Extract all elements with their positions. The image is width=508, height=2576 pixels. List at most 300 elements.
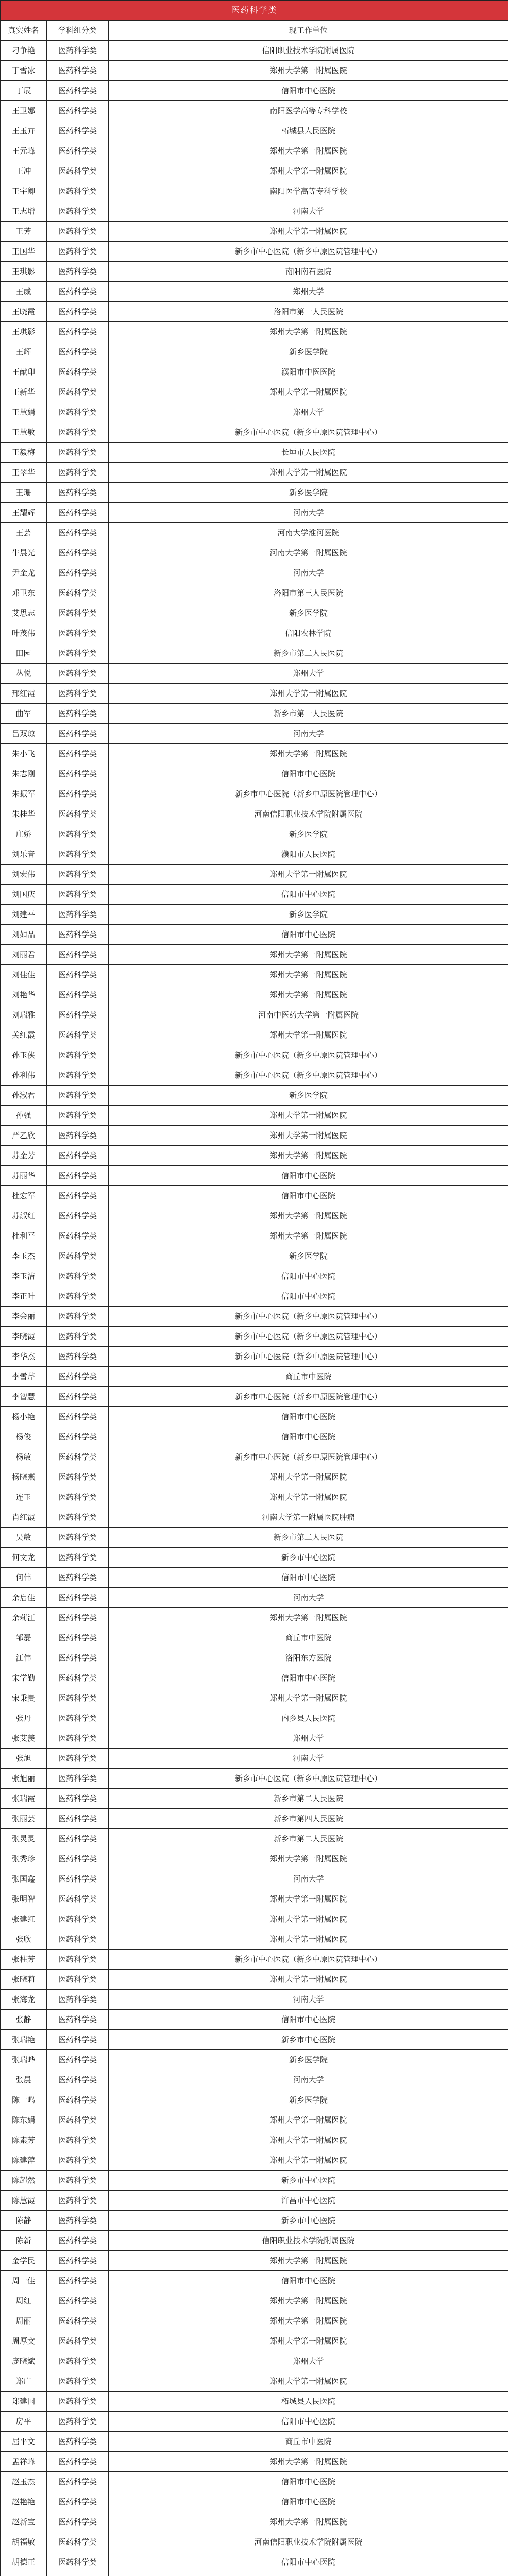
person-name: 肖红霞	[1, 1507, 47, 1528]
person-name: 杨晓燕	[1, 1467, 47, 1487]
person-name: 江伟	[1, 1648, 47, 1668]
subject-category: 医药科学类	[47, 1769, 109, 1789]
subject-category: 医药科学类	[47, 1427, 109, 1447]
person-name: 苏丽华	[1, 1166, 47, 1186]
workplace: 新乡医学院	[109, 824, 508, 844]
subject-category: 医药科学类	[47, 1166, 109, 1186]
person-name: 丁辰	[1, 81, 47, 101]
workplace: 郑州大学第一附属医院	[109, 945, 508, 965]
person-name: 李玉洁	[1, 1266, 47, 1286]
subject-category: 医药科学类	[47, 1990, 109, 2010]
table-row	[1, 1447, 508, 1467]
person-name: 曲军	[1, 704, 47, 724]
person-name: 邢红霞	[1, 684, 47, 704]
subject-category: 医药科学类	[47, 1950, 109, 1970]
workplace: 商丘市中医院	[109, 1628, 508, 1648]
person-name: 苏淑红	[1, 1206, 47, 1226]
workplace: 郑州大学第一附属医院	[109, 1849, 508, 1869]
workplace: 新乡市中心医院	[109, 2211, 508, 2231]
table-row	[1, 764, 508, 784]
title-row	[1, 1, 508, 21]
workplace: 信阳市中心医院	[109, 2552, 508, 2572]
subject-category: 医药科学类	[47, 1588, 109, 1608]
subject-category: 医药科学类	[47, 2050, 109, 2070]
workplace: 郑州大学第一附属医院	[109, 965, 508, 985]
person-name: 张艾羡	[1, 1728, 47, 1749]
person-name: 王志增	[1, 201, 47, 222]
person-name: 杨小艳	[1, 1407, 47, 1427]
table-row	[1, 362, 508, 382]
table-row	[1, 1387, 508, 1407]
person-name: 张秀珍	[1, 1849, 47, 1869]
table-row	[1, 965, 508, 985]
subject-category: 医药科学类	[47, 623, 109, 643]
workplace: 郑州大学第一附属医院	[109, 2311, 508, 2331]
workplace: 郑州大学第一附属医院	[109, 1146, 508, 1166]
subject-category: 医药科学类	[47, 1327, 109, 1347]
workplace: 郑州大学第一附属医院	[109, 2251, 508, 2271]
workplace: 郑州大学第一附属医院	[109, 1929, 508, 1950]
person-name: 郑建国	[1, 2392, 47, 2412]
subject-category: 医药科学类	[47, 2412, 109, 2432]
person-name: 王琪影	[1, 262, 47, 282]
subject-category: 医药科学类	[47, 965, 109, 985]
table-row	[1, 1889, 508, 1909]
subject-category: 医药科学类	[47, 1849, 109, 1869]
workplace: 河南信阳职业技术学院附属医院	[109, 804, 508, 824]
table-row	[1, 2351, 508, 2371]
subject-category: 医药科学类	[47, 1186, 109, 1206]
workplace: 郑州大学第一附属医院	[109, 463, 508, 483]
person-name: 刘宏伟	[1, 865, 47, 885]
person-name: 李晓霞	[1, 1327, 47, 1347]
table-row	[1, 2432, 508, 2452]
workplace: 郑州大学第一附属医院	[109, 2150, 508, 2171]
workplace: 新乡市第二人民医院	[109, 1528, 508, 1548]
subject-category: 医药科学类	[47, 2231, 109, 2251]
workplace: 河南大学	[109, 1749, 508, 1769]
person-name: 李玉杰	[1, 1246, 47, 1266]
person-name: 刘乐音	[1, 844, 47, 865]
subject-category: 医药科学类	[47, 2512, 109, 2532]
person-name: 周厚文	[1, 2331, 47, 2351]
table-row	[1, 1608, 508, 1628]
table-row	[1, 664, 508, 684]
workplace: 南阳医学高等专科学校	[109, 181, 508, 201]
subject-category: 医药科学类	[47, 1869, 109, 1889]
table-row	[1, 61, 508, 81]
table-row	[1, 2231, 508, 2251]
person-name: 陈建萍	[1, 2150, 47, 2171]
subject-category: 医药科学类	[47, 1206, 109, 1226]
table-row	[1, 242, 508, 262]
person-name: 邹磊	[1, 1628, 47, 1648]
person-name: 王卫娜	[1, 101, 47, 121]
table-row	[1, 2512, 508, 2532]
subject-category: 医药科学类	[47, 2090, 109, 2110]
table-row	[1, 925, 508, 945]
person-name: 孙玉侠	[1, 1045, 47, 1065]
workplace: 南阳南石医院	[109, 262, 508, 282]
person-name: 朱小飞	[1, 744, 47, 764]
table-row	[1, 1789, 508, 1809]
subject-category: 医药科学类	[47, 463, 109, 483]
workplace: 郑州大学第一附属医院	[109, 1889, 508, 1909]
workplace: 新乡医学院	[109, 1246, 508, 1266]
table-row	[1, 302, 508, 322]
workplace: 新乡市中心医院（新乡中原医院管理中心）	[109, 1950, 508, 1970]
table-row	[1, 1186, 508, 1206]
subject-category: 医药科学类	[47, 1789, 109, 1809]
workplace: 河南中医药大学第一附属医院	[109, 1005, 508, 1025]
table-row	[1, 1146, 508, 1166]
person-name: 何伟	[1, 1568, 47, 1588]
table-row	[1, 1869, 508, 1889]
table-row	[1, 1065, 508, 1086]
subject-category: 医药科学类	[47, 1025, 109, 1045]
table-row	[1, 1688, 508, 1708]
table-row	[1, 2211, 508, 2231]
person-name	[1, 2572, 47, 2576]
person-name: 张旭丽	[1, 1769, 47, 1789]
table-row	[1, 2030, 508, 2050]
workplace: 长垣市人民医院	[109, 443, 508, 463]
subject-category: 医药科学类	[47, 865, 109, 885]
table-row	[1, 1950, 508, 1970]
subject-category: 医药科学类	[47, 1126, 109, 1146]
person-name: 孙淑君	[1, 1086, 47, 1106]
subject-category: 医药科学类	[47, 61, 109, 81]
workplace: 郑州大学第一附属医院	[109, 684, 508, 704]
subject-category: 医药科学类	[47, 1447, 109, 1467]
person-name: 关红霞	[1, 1025, 47, 1045]
table-row	[1, 1487, 508, 1507]
person-name: 孙利伟	[1, 1065, 47, 1086]
table-row	[1, 744, 508, 764]
person-name: 苏金芳	[1, 1146, 47, 1166]
person-name: 张旭	[1, 1749, 47, 1769]
person-name: 王珊	[1, 483, 47, 503]
person-name: 张欣	[1, 1929, 47, 1950]
subject-category: 医药科学类	[47, 583, 109, 603]
person-name: 陈新	[1, 2231, 47, 2251]
subject-category: 医药科学类	[47, 2150, 109, 2171]
subject-category: 医药科学类	[47, 2472, 109, 2492]
person-name: 王献印	[1, 362, 47, 382]
table-row	[1, 2171, 508, 2191]
person-name: 赵艳艳	[1, 2492, 47, 2512]
table-row	[1, 1829, 508, 1849]
table-row	[1, 81, 508, 101]
person-name: 叶茂伟	[1, 623, 47, 643]
person-name: 王晓霞	[1, 302, 47, 322]
subject-category: 医药科学类	[47, 1467, 109, 1487]
table-row	[1, 1307, 508, 1327]
person-name: 周红	[1, 2291, 47, 2311]
person-name: 郑广	[1, 2371, 47, 2392]
workplace: 信阳市中心医院	[109, 2010, 508, 2030]
table-row	[1, 1367, 508, 1387]
subject-category: 医药科学类	[47, 1507, 109, 1528]
person-name: 王芳	[1, 222, 47, 242]
workplace: 郑州大学	[109, 664, 508, 684]
table-row	[1, 2392, 508, 2412]
table-row	[1, 201, 508, 222]
person-name: 金学民	[1, 2251, 47, 2271]
person-name: 尹金龙	[1, 563, 47, 583]
workplace: 郑州大学第一附属医院	[109, 1106, 508, 1126]
header-row	[1, 21, 508, 41]
subject-category: 医药科学类	[47, 1528, 109, 1548]
subject-category: 医药科学类	[47, 1266, 109, 1286]
subject-category: 医药科学类	[47, 1708, 109, 1728]
subject-category: 医药科学类	[47, 1045, 109, 1065]
person-name: 陈超然	[1, 2171, 47, 2191]
person-name: 朱振军	[1, 784, 47, 804]
table-row	[1, 1327, 508, 1347]
workplace: 郑州大学第一附属医院	[109, 1226, 508, 1246]
table-row	[1, 2552, 508, 2572]
subject-category: 医药科学类	[47, 242, 109, 262]
workplace: 郑州大学	[109, 282, 508, 302]
workplace: 新乡医学院	[109, 603, 508, 623]
roster-body	[1, 41, 508, 2576]
person-name: 陈一鸣	[1, 2090, 47, 2110]
table-row	[1, 1648, 508, 1668]
subject-category: 医药科学类	[47, 1829, 109, 1849]
person-name: 张丽芸	[1, 1809, 47, 1829]
table-row	[1, 41, 508, 61]
table-row	[1, 1990, 508, 2010]
table-row	[1, 985, 508, 1005]
table-row	[1, 724, 508, 744]
person-name: 刘艳华	[1, 985, 47, 1005]
workplace: 信阳市中心医院	[109, 1286, 508, 1307]
person-name: 周一佳	[1, 2271, 47, 2291]
table-row	[1, 2311, 508, 2331]
person-name: 李雪芹	[1, 1367, 47, 1387]
table-row	[1, 643, 508, 664]
subject-category: 医药科学类	[47, 1286, 109, 1307]
table-row	[1, 2070, 508, 2090]
person-name: 李华杰	[1, 1347, 47, 1367]
subject-category: 医药科学类	[47, 1648, 109, 1668]
workplace: 郑州大学第一附属医院	[109, 2452, 508, 2472]
person-name: 张丹	[1, 1708, 47, 1728]
subject-category: 医药科学类	[47, 2552, 109, 2572]
subject-category: 医药科学类	[47, 1086, 109, 1106]
table-row	[1, 342, 508, 362]
workplace: 濮阳市人民医院	[109, 844, 508, 865]
workplace: 新乡市中心医院（新乡中原医院管理中心）	[109, 1327, 508, 1347]
table-row	[1, 1749, 508, 1769]
person-name: 王琪影	[1, 322, 47, 342]
workplace: 郑州大学第一附属医院	[109, 744, 508, 764]
workplace: 柘城县人民医院	[109, 2392, 508, 2412]
person-name: 胡德正	[1, 2552, 47, 2572]
table-row	[1, 1467, 508, 1487]
subject-category: 医药科学类	[47, 101, 109, 121]
workplace: 河南信阳职业技术学院附属医院	[109, 2532, 508, 2552]
person-name: 孟祥峰	[1, 2452, 47, 2472]
workplace: 郑州大学第一附属医院	[109, 1126, 508, 1146]
table-row	[1, 2271, 508, 2291]
workplace: 新乡市中心医院（新乡中原医院管理中心）	[109, 1307, 508, 1327]
person-name: 连玉	[1, 1487, 47, 1507]
workplace: 新乡市第二人民医院	[109, 1829, 508, 1849]
workplace: 郑州大学第一附属医院	[109, 2331, 508, 2351]
subject-category: 医药科学类	[47, 2251, 109, 2271]
person-name: 宋学勤	[1, 1668, 47, 1688]
subject-category: 医药科学类	[47, 704, 109, 724]
workplace: 内乡县人民医院	[109, 1708, 508, 1728]
workplace: 信阳市中心医院	[109, 1668, 508, 1688]
workplace: 信阳市中心医院	[109, 1266, 508, 1286]
table-row	[1, 905, 508, 925]
workplace: 郑州大学第一附属医院	[109, 61, 508, 81]
table-row	[1, 1668, 508, 1688]
subject-category: 医药科学类	[47, 1005, 109, 1025]
subject-category: 医药科学类	[47, 2452, 109, 2472]
subject-category: 医药科学类	[47, 322, 109, 342]
subject-category: 医药科学类	[47, 2171, 109, 2191]
person-name: 王冲	[1, 161, 47, 181]
workplace: 信阳市中心医院	[109, 764, 508, 784]
workplace: 信阳市中心医院	[109, 2271, 508, 2291]
subject-category: 医药科学类	[47, 2371, 109, 2392]
workplace: 信阳市中心医院	[109, 81, 508, 101]
subject-category: 医药科学类	[47, 503, 109, 523]
subject-category: 医药科学类	[47, 1628, 109, 1648]
subject-category: 医药科学类	[47, 925, 109, 945]
person-name: 朱桂华	[1, 804, 47, 824]
workplace: 郑州大学第一附属医院	[109, 1909, 508, 1929]
subject-category: 医药科学类	[47, 121, 109, 141]
workplace: 信阳市中心医院	[109, 1568, 508, 1588]
person-name: 张晨	[1, 2070, 47, 2090]
table-row	[1, 2110, 508, 2130]
table-row	[1, 583, 508, 603]
subject-category: 医药科学类	[47, 945, 109, 965]
subject-category: 医药科学类	[47, 302, 109, 322]
person-name: 张瑞晔	[1, 2050, 47, 2070]
person-name: 王耀辉	[1, 503, 47, 523]
workplace: 新乡医学院	[109, 342, 508, 362]
subject-category: 医药科学类	[47, 1909, 109, 1929]
subject-category: 医药科学类	[47, 684, 109, 704]
workplace: 新乡市第二人民医院	[109, 1789, 508, 1809]
table-row	[1, 2191, 508, 2211]
subject-category: 医药科学类	[47, 402, 109, 422]
table-row	[1, 1347, 508, 1367]
workplace: 新乡医学院	[109, 1086, 508, 1106]
workplace: 新乡医学院	[109, 2090, 508, 2110]
workplace: 商丘市中医院	[109, 2432, 508, 2452]
workplace: 郑州大学第一附属医院	[109, 322, 508, 342]
subject-category: 医药科学类	[47, 1146, 109, 1166]
table-row	[1, 503, 508, 523]
workplace: 郑州大学第一附属医院	[109, 865, 508, 885]
person-name: 杜利平	[1, 1226, 47, 1246]
person-name: 屈平文	[1, 2432, 47, 2452]
table-row	[1, 2291, 508, 2311]
workplace: 郑州大学	[109, 402, 508, 422]
subject-category: 医药科学类	[47, 2211, 109, 2231]
table-row	[1, 2010, 508, 2030]
workplace: 洛阳东方医院	[109, 1648, 508, 1668]
person-name: 王玉卉	[1, 121, 47, 141]
workplace: 郑州大学第一附属医院	[109, 1688, 508, 1708]
workplace: 信阳市中心医院	[109, 2492, 508, 2512]
table-row	[1, 603, 508, 623]
workplace: 新乡市中心医院	[109, 1548, 508, 1568]
workplace: 新乡医学院	[109, 905, 508, 925]
table-row	[1, 543, 508, 563]
subject-category: 医药科学类	[47, 563, 109, 583]
subject-category: 医药科学类	[47, 523, 109, 543]
table-row	[1, 1528, 508, 1548]
table-row	[1, 1628, 508, 1648]
subject-category: 医药科学类	[47, 1065, 109, 1086]
person-name: 艾思志	[1, 603, 47, 623]
subject-category: 医药科学类	[47, 1347, 109, 1367]
subject-category: 医药科学类	[47, 222, 109, 242]
person-name: 周丽	[1, 2311, 47, 2331]
person-name: 张明智	[1, 1889, 47, 1909]
subject-category: 医药科学类	[47, 2351, 109, 2371]
workplace: 新乡市第二人民医院	[109, 643, 508, 664]
workplace: 河南大学	[109, 1869, 508, 1889]
header-workplace: 现工作单位	[109, 21, 508, 41]
subject-category: 医药科学类	[47, 1568, 109, 1588]
person-name: 杨俊	[1, 1427, 47, 1447]
workplace: 郑州大学第一附属医院	[109, 2130, 508, 2150]
workplace: 濮阳市中医医院	[109, 362, 508, 382]
subject-category: 医药科学类	[47, 1548, 109, 1568]
table-row	[1, 181, 508, 201]
subject-category: 医药科学类	[47, 1929, 109, 1950]
person-name: 丛悦	[1, 664, 47, 684]
table-row	[1, 824, 508, 844]
table-row	[1, 121, 508, 141]
workplace: 南阳医学高等专科学校	[109, 101, 508, 121]
subject-category: 医药科学类	[47, 262, 109, 282]
table-row	[1, 1166, 508, 1186]
table-row	[1, 523, 508, 543]
person-name: 田园	[1, 643, 47, 664]
workplace: 郑州大学第一附属医院	[109, 1467, 508, 1487]
subject-category: 医药科学类	[47, 181, 109, 201]
person-name: 王慧敏	[1, 422, 47, 443]
workplace: 信阳市中心医院	[109, 925, 508, 945]
workplace: 新乡医学院	[109, 2050, 508, 2070]
workplace: 信阳市中心医院	[109, 885, 508, 905]
table-row	[1, 1507, 508, 1528]
person-name: 刘国庆	[1, 885, 47, 905]
subject-category: 医药科学类	[47, 1387, 109, 1407]
person-name: 胡福敏	[1, 2532, 47, 2552]
person-name: 庞晓斌	[1, 2351, 47, 2371]
table-row	[1, 1045, 508, 1065]
workplace: 信阳市中心医院	[109, 2472, 508, 2492]
table-row	[1, 865, 508, 885]
table-row	[1, 704, 508, 724]
subject-category: 医药科学类	[47, 905, 109, 925]
table-row	[1, 1548, 508, 1568]
workplace: 郑州大学第一附属医院	[109, 2110, 508, 2130]
workplace: 新乡市中心医院（新乡中原医院管理中心）	[109, 1447, 508, 1467]
table-row	[1, 2492, 508, 2512]
